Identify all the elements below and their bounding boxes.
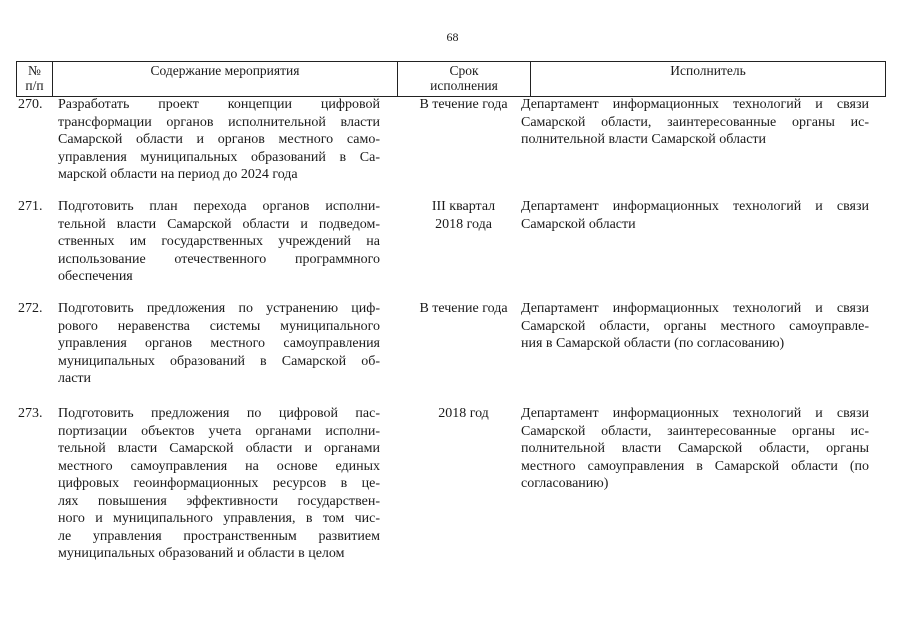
row-term	[397, 96, 530, 114]
content-line: управления муниципальных образований в Са-	[58, 149, 380, 165]
executor-line: Самарской области	[521, 216, 636, 232]
content-line: управления органов местного самоуправления	[58, 336, 380, 351]
term-line: III квартал	[431, 199, 496, 214]
executor-line: ния в Самарской области (по согласованию)	[521, 336, 785, 351]
content-line: марской области на период до 2024 года	[58, 167, 298, 182]
executor-line: Самарской области, заинтересованные органы ис-	[521, 114, 869, 130]
row-executor	[521, 405, 869, 493]
content-line: использование отечественного программного	[58, 251, 380, 267]
executor-line: Самарской области, заинтересованные органы ис-	[521, 423, 869, 439]
content-line: ственных им государственных учреждений на	[58, 234, 380, 249]
executor-line: согласованию)	[521, 476, 609, 491]
row-number: 270.	[18, 97, 43, 112]
row-executor	[521, 96, 869, 149]
term-line: В течение года	[419, 301, 508, 316]
content-line: тельной власти Самарской области и подведом-	[58, 216, 380, 232]
content-line: муниципальных образований и области в целом	[58, 546, 345, 561]
content-line: обеспечения	[58, 269, 133, 284]
row-number: 273.	[18, 406, 43, 421]
row-content	[58, 96, 380, 184]
row-executor	[521, 198, 869, 233]
header-executor-label: Исполнитель	[670, 63, 746, 78]
header-number-line1: №	[28, 63, 41, 78]
page-number: 68	[446, 30, 459, 44]
row-term	[397, 405, 530, 423]
executor-line: Департамент информационных технологий и связи	[521, 406, 869, 421]
content-line: лях повышения эффективности государствен-	[58, 493, 380, 509]
term-line: 2018 года	[435, 216, 492, 232]
header-number-line2: п/п	[25, 78, 44, 93]
header-executor-column	[531, 62, 885, 96]
content-line: тельной власти Самарской области и органами	[58, 441, 380, 456]
table-header	[16, 61, 886, 97]
executor-line: Департамент информационных технологий и связи	[521, 199, 869, 214]
content-line: Самарской области и органов местного само-	[58, 132, 380, 147]
content-line: местного самоуправления на основе единых	[58, 458, 380, 474]
header-number-column	[17, 62, 53, 96]
row-executor	[521, 300, 869, 353]
executor-line: Департамент информационных технологий и связи	[521, 97, 869, 112]
term-line: В течение года	[419, 97, 508, 112]
header-content-column	[53, 62, 398, 96]
executor-line: Самарской области, органы местного самоуправле-	[521, 318, 869, 334]
row-content	[58, 198, 380, 286]
row-content	[58, 405, 380, 563]
header-term-line2: исполнения	[430, 78, 498, 93]
content-line: ле управления пространственным развитием	[58, 528, 380, 544]
content-line: ного и муниципального управления, в том чис-	[58, 511, 380, 526]
content-line: цифровых геоинформационных ресурсов в це-	[58, 476, 380, 491]
content-line: портизации объектов учета органами исполни-	[58, 423, 380, 439]
row-term	[397, 198, 530, 233]
row-term	[397, 300, 530, 318]
content-line: Подготовить план перехода органов исполни-	[58, 199, 380, 214]
executor-line: местного самоуправления в Самарской области (по	[521, 458, 869, 474]
content-line: Подготовить предложения по устранению циф-	[58, 301, 380, 316]
executor-line: полнительной власти Самарской области, органы	[521, 441, 869, 456]
content-line: рового неравенства системы муниципального	[58, 318, 380, 334]
header-term-line1: Срок	[449, 63, 479, 78]
content-line: муниципальных образований в Самарской об-	[58, 353, 380, 369]
executor-line: полнительной власти Самарской области	[521, 132, 767, 147]
row-number: 271.	[18, 199, 43, 214]
content-line: ласти	[58, 371, 92, 386]
row-number: 272.	[18, 301, 43, 316]
content-line: трансформации органов исполнительной власти	[58, 114, 380, 130]
header-term-column	[398, 62, 531, 96]
executor-line: Департамент информационных технологий и связи	[521, 301, 869, 316]
header-content-label: Содержание мероприятия	[150, 63, 300, 78]
content-line: Разработать проект концепции цифровой	[58, 97, 380, 112]
term-line: 2018 год	[438, 406, 489, 421]
row-content	[58, 300, 380, 388]
content-line: Подготовить предложения по цифровой пас-	[58, 406, 380, 421]
